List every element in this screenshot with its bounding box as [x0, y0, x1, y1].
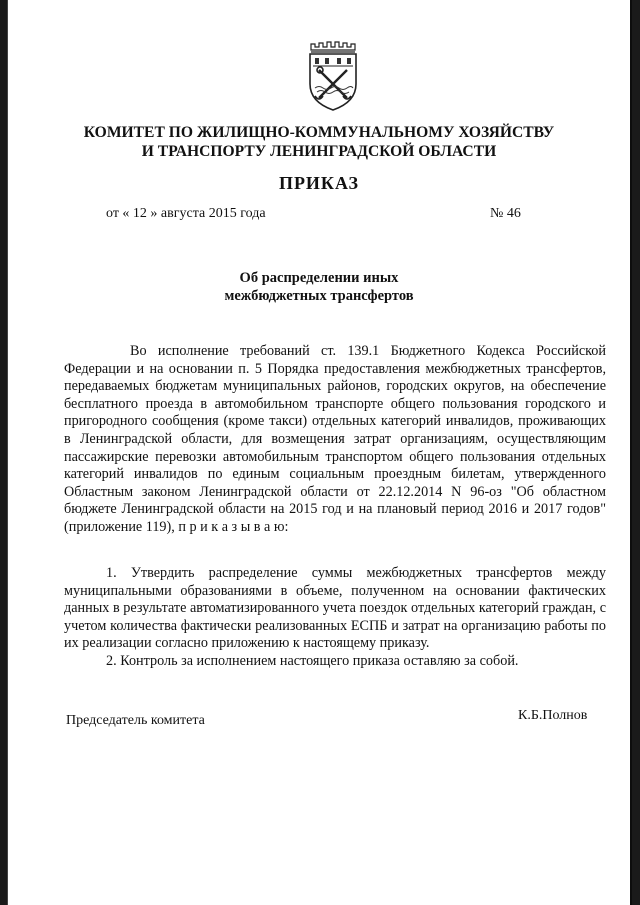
- signature-name: К.Б.Полнов: [518, 708, 588, 723]
- subject-line-1: Об распределении иных: [239, 270, 399, 286]
- document-number: № 46: [490, 206, 521, 221]
- subject-line-2: межбюджетных трансфертов: [224, 288, 414, 304]
- document-date: от « 12 » августа 2015 года: [106, 206, 266, 221]
- order-item-1: 1. Утвердить распределение суммы межбюджетных трансфертов между муниципальными образованиями в объеме, полученном на основании фактических данных в результате автоматизированного учета поездок отдельных категорий граждан, с учетом количества фактически реализованных ЕСПБ и затрат на организацию работы по их реализации согласно приложению к настоящему приказу.: [64, 565, 606, 652]
- org-line-1: КОМИТЕТ ПО ЖИЛИЩНО-КОММУНАЛЬНОМУ ХОЗЯЙСТВУ: [83, 124, 555, 141]
- order-items: [64, 565, 606, 671]
- org-line-2: И ТРАНСПОРТУ ЛЕНИНГРАДСКОЙ ОБЛАСТИ: [141, 143, 497, 160]
- document-type: ПРИКАЗ: [278, 173, 360, 193]
- signature-position: Председатель комитета: [66, 713, 205, 728]
- preamble-text: Во исполнение требований ст. 139.1 Бюджетного Кодекса Российской Федерации и на основании п. 5 Порядка предоставления межбюджетных трансфертов, передаваемых бюджетам муниципальных районов, городских округов, на обеспечение бесплатного проезда в автомобильном транспорте общего пользования городского и пригородного сообщения (кроме такси) отдельных категорий инвалидов, проживающих в Ленинградской области, для возмещения затрат организациям, осуществляющим пассажирские перевозки автомобильным транспортом общего пользования отдельных категорий инвалидов по единым социальным проездным билетам, утвержденного Областным законом Ленинградской области от 22.12.2014 N 96-оз "Об областном бюджете Ленинградской области на 2015 год и на плановый период 2016 и 2017 годов" (приложение 119), п р и к а з ы в а ю:: [64, 343, 606, 535]
- organization-name: [8, 123, 630, 161]
- preamble-paragraph: [64, 343, 606, 537]
- document-page: [8, 0, 630, 905]
- scan-edge: [630, 0, 632, 905]
- order-item-2: 2. Контроль за исполнением настоящего приказа оставляю за собой.: [106, 652, 519, 669]
- document-subject: [8, 269, 630, 305]
- coat-of-arms-icon: [305, 40, 361, 112]
